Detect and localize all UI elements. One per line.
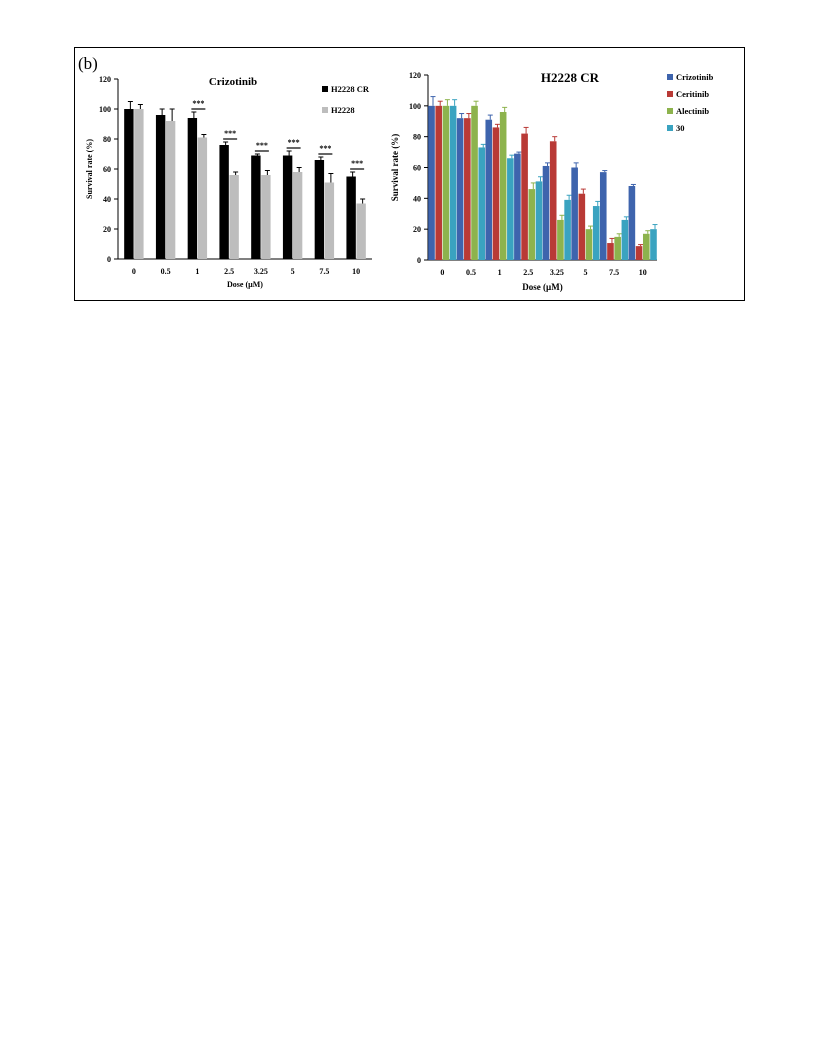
bar-ceritinib (636, 246, 643, 260)
bar-alectinib (443, 106, 450, 260)
x-tick-label: 5 (290, 267, 295, 276)
bar-30 (478, 147, 485, 260)
x-tick-label: 0.5 (465, 268, 476, 277)
y-tick-label: 60 (413, 163, 421, 173)
bar-30 (507, 158, 514, 260)
x-tick-label: 2.5 (224, 267, 235, 276)
significance-label: *** (319, 144, 332, 153)
y-tick-label: 80 (413, 132, 421, 142)
legend-swatch (667, 91, 673, 97)
bar-30 (650, 229, 657, 260)
bar-crizotinib (514, 154, 521, 260)
bar-h2228-cr (283, 156, 292, 260)
bar-ceritinib (579, 194, 586, 260)
bar-alectinib (614, 237, 621, 260)
y-tick-label: 100 (409, 101, 421, 111)
bar-alectinib (500, 112, 507, 260)
y-tick-label: 60 (103, 165, 111, 174)
bar-crizotinib (457, 118, 464, 260)
h2228-cr-chart (384, 58, 742, 296)
x-tick-label: 0 (131, 267, 136, 276)
bar-ceritinib (550, 141, 557, 260)
x-axis-label: Dose (µM) (522, 282, 563, 292)
crizotinib-chart (74, 58, 410, 296)
significance-label: *** (351, 159, 364, 168)
y-axis-label: Survival rate (%) (390, 133, 400, 202)
bar-alectinib (643, 234, 650, 260)
legend-label: Ceritinib (676, 89, 710, 99)
bar-crizotinib (600, 172, 607, 260)
y-tick-label: 120 (99, 75, 111, 84)
significance-label: *** (192, 99, 205, 108)
y-tick-label: 20 (103, 225, 111, 234)
bar-h2228-cr (315, 160, 324, 259)
bar-alectinib (471, 106, 478, 260)
y-tick-label: 120 (409, 71, 421, 80)
bar-crizotinib (485, 120, 492, 260)
x-tick-label: 5 (583, 268, 588, 277)
y-tick-label: 80 (103, 135, 111, 144)
y-tick-label: 40 (103, 195, 111, 204)
panel-label: (b) (78, 54, 98, 73)
legend-swatch (322, 107, 328, 113)
legend-label: Alectinib (676, 106, 710, 116)
x-tick-label: 3.25 (549, 268, 564, 277)
x-tick-label: 1 (497, 268, 502, 277)
bar-crizotinib (629, 186, 636, 260)
bar-30 (593, 206, 600, 260)
y-tick-label: 20 (413, 225, 421, 235)
bar-h2228-cr (346, 177, 355, 260)
legend-swatch (667, 125, 673, 131)
bar-ceritinib (464, 118, 471, 260)
x-tick-label: 7.5 (319, 267, 330, 276)
bar-crizotinib (543, 166, 550, 260)
chart-title: Crizotinib (208, 76, 258, 88)
bar-ceritinib (607, 243, 614, 260)
y-tick-label: 40 (413, 194, 421, 204)
bar-ceritinib (435, 106, 442, 260)
y-tick-label: 100 (99, 105, 111, 114)
x-tick-label: 0.5 (160, 267, 171, 276)
x-tick-label: 10 (638, 268, 647, 277)
bar-h2228-cr (124, 109, 133, 259)
bar-h2228 (166, 121, 175, 259)
x-tick-label: 10 (352, 267, 361, 276)
bar-h2228-cr (251, 156, 260, 260)
legend-swatch (667, 74, 673, 80)
x-tick-label: 7.5 (609, 268, 620, 277)
bar-h2228 (356, 204, 365, 260)
significance-label: *** (287, 138, 300, 147)
significance-label: *** (224, 129, 237, 138)
x-tick-label: 1 (195, 267, 200, 276)
bar-alectinib (557, 220, 564, 260)
chart-title: H2228 CR (540, 70, 600, 85)
bar-h2228-cr (156, 115, 165, 259)
bar-crizotinib (428, 106, 435, 260)
y-axis-label: Survival rate (%) (85, 139, 94, 199)
y-tick-label: 0 (107, 255, 111, 264)
bar-30 (536, 181, 543, 260)
bar-alectinib (528, 189, 535, 260)
bar-h2228 (261, 175, 270, 259)
significance-label: *** (255, 141, 268, 150)
bar-crizotinib (571, 168, 578, 261)
legend-swatch (322, 86, 328, 92)
bar-30 (622, 220, 629, 260)
legend-label: 30 (676, 123, 685, 133)
legend-swatch (667, 108, 673, 114)
x-tick-label: 3.25 (253, 267, 268, 276)
bar-h2228 (198, 138, 207, 260)
bar-ceritinib (521, 134, 528, 260)
legend-label: H2228 (331, 105, 355, 115)
legend-label: H2228 CR (331, 84, 370, 94)
bar-h2228-cr (219, 145, 228, 259)
bar-ceritinib (493, 127, 500, 260)
bar-h2228 (134, 109, 143, 259)
legend-label: Crizotinib (676, 72, 714, 82)
bar-h2228 (229, 175, 238, 259)
bar-h2228 (293, 172, 302, 259)
x-tick-label: 0 (440, 268, 445, 277)
x-tick-label: 2.5 (523, 268, 534, 277)
bar-h2228-cr (188, 118, 197, 259)
bar-h2228 (325, 183, 334, 260)
bar-30 (450, 106, 457, 260)
bar-alectinib (586, 229, 593, 260)
bar-30 (564, 200, 571, 260)
y-tick-label: 0 (417, 256, 421, 265)
x-axis-label: Dose (µM) (227, 280, 263, 289)
